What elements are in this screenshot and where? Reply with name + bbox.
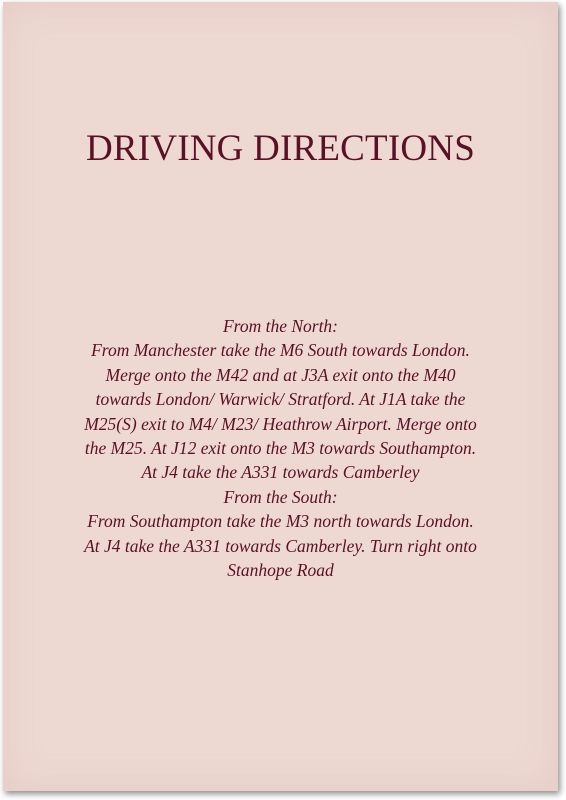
directions-line: towards London/ Warwick/ Stratford. At J1A take the	[95, 389, 466, 410]
directions-line: M25(S) exit to M4/ M23/ Heathrow Airport. Merge onto	[84, 413, 477, 434]
directions-line: From Southampton take the M3 north towards London.	[87, 511, 474, 532]
heading-from-north: From the North:	[222, 316, 339, 336]
directions-card	[3, 2, 558, 791]
directions-line: At J4 take the A331 towards Camberley. Turn right onto	[84, 535, 477, 556]
directions-line: Merge onto the M42 and at J3A exit onto the M40	[105, 364, 456, 385]
page-title: DRIVING DIRECTIONS	[86, 128, 475, 169]
directions-line: Stanhope Road	[227, 560, 334, 581]
heading-from-south: From the South:	[223, 486, 338, 507]
directions-text	[3, 314, 558, 582]
directions-line: the M25. At J12 exit onto the M3 towards Southampton.	[84, 438, 477, 459]
directions-line: From Manchester take the M6 South towards London.	[91, 340, 470, 361]
directions-line: At J4 take the A331 towards Camberley	[141, 462, 420, 483]
